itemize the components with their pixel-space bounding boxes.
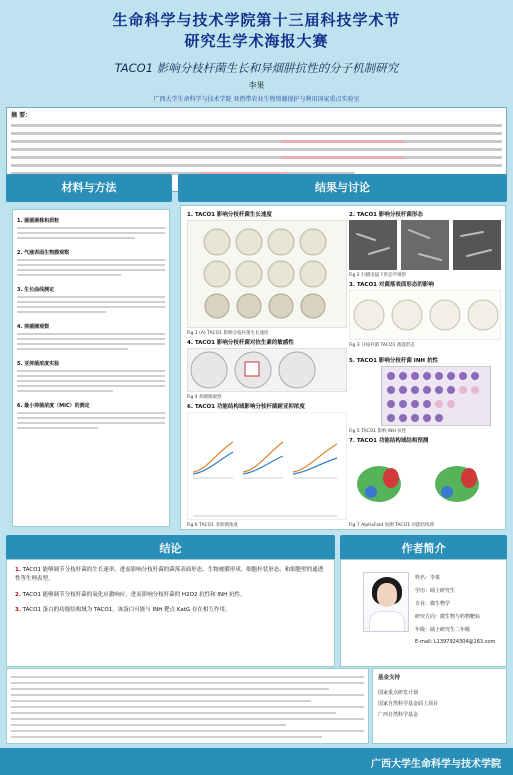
fig1-plates — [187, 220, 347, 328]
section-conclusion-heading: 结论 — [6, 535, 335, 563]
funding-item: 广西自然科学基金 — [378, 712, 419, 718]
fig3-colonies — [349, 290, 501, 340]
funding-item: 国家重点研发计划 — [378, 690, 419, 696]
results-panel — [180, 205, 506, 530]
abstract-heading: 摘 要： — [11, 112, 32, 119]
author-box — [340, 559, 507, 667]
fig6-title: 6. TACO1 功能结构域影响分枝杆菌耐亚抑浓度 — [187, 404, 305, 410]
fig6-caption: Fig 6 TACO1 亚抑菌浓度 — [187, 523, 238, 528]
footer-org: 广西大学生命科学与技术学院 — [371, 759, 501, 770]
poster-affiliation: 广西大学生命科学与技术学院 亚热带农业生物资源保护与利用国家重点实验室 — [153, 96, 360, 103]
author-email: E-mail: L1397924304@163.com — [415, 639, 496, 645]
fig4-caption: Fig 4 抑菌圈观察 — [187, 395, 222, 400]
author-major: 专业：微生物学 — [415, 601, 451, 607]
conclusion-item — [15, 606, 326, 615]
fig2-sem — [349, 220, 501, 270]
conclusion-num: 2. — [15, 591, 21, 598]
author-photo — [363, 572, 409, 632]
poster-footer — [0, 748, 513, 775]
abstract-text — [11, 124, 502, 175]
conclusion-item — [15, 566, 326, 584]
conclusion-text: TACO1 能够调节分枝杆菌的生长速率，进而影响分枝杆菌的菌落表面形态、生物被膜形成、细胞杆状形态、和细胞壁的通透性等生理表型。 — [15, 567, 324, 582]
fig1-title: 1. TACO1 影响分枝杆菌生长速度 — [187, 212, 272, 218]
fig2-caption: Fig 2 扫描电镜下形态学观察 — [349, 273, 407, 278]
section-results-heading: 结果与讨论 — [178, 174, 507, 202]
header-line-1: 生命科学与技术学院第十三届科技学术节 — [112, 11, 401, 29]
funding-item: 国家自然科学基金面上项目 — [378, 701, 439, 707]
conclusion-box — [6, 559, 335, 667]
author-degree: 学历：硕士研究生 — [415, 588, 456, 594]
methods-panel — [12, 209, 170, 527]
conclusion-text: TACO1 能够调节分枝杆菌的氧化应激响应，进而影响分枝杆菌的 H2O2 抗性和 INH 抗性。 — [22, 591, 246, 598]
author-info — [415, 574, 507, 651]
methods-subhead: 4. 抑菌圈观察 — [17, 324, 50, 330]
poster-author: 李果 — [248, 81, 265, 90]
fig4-title: 4. TACO1 影响分枝杆菌对抗生素的敏感性 — [187, 340, 294, 346]
fig5-mic-plate — [381, 366, 491, 426]
fig6-growth-curves — [187, 412, 347, 520]
header-line-2: 研究生学术海报大赛 — [184, 32, 329, 50]
fig3-caption: Fig 3 分枝杆菌 TACO1 菌落形态 — [349, 343, 415, 348]
conclusion-num: 3. — [15, 607, 21, 614]
poster-header — [0, 0, 513, 55]
methods-subhead: 2. 气液表面生物膜观察 — [17, 250, 70, 256]
fig3-title: 3. TACO1 对菌落表面形态的影响 — [349, 282, 434, 288]
fig2-title: 2. TACO1 影响分枝杆菌形态 — [349, 212, 423, 218]
methods-subhead: 1. 菌菌菌株和质粒 — [17, 218, 60, 224]
fig4-inhibition-plates — [187, 348, 347, 392]
references-box — [6, 668, 369, 744]
fig7-title: 7. TACO1 功能结构域结构预测 — [349, 438, 429, 444]
author-year: 年级：硕士研究生二年级 — [415, 627, 471, 633]
conclusion-item — [15, 591, 326, 600]
conclusion-num: 1. — [15, 567, 21, 573]
author-name: 姓名：李果 — [415, 575, 441, 581]
section-author-heading: 作者简介 — [340, 535, 507, 563]
fig7-caption: Fig 7 AlphaFold 预测 TACO1 功能结构域 — [349, 523, 434, 528]
fig1-caption: Fig 1 (A) TACO1 影响分枝杆菌生长速度 — [187, 331, 269, 336]
fig7-protein-structure — [349, 448, 499, 520]
section-methods-heading: 材料与方法 — [6, 174, 172, 202]
author-field: 研究方向：微生物与药物靶标 — [415, 614, 481, 620]
fig5-title: 5. TACO1 影响分枝杆菌 INH 抗性 — [349, 358, 438, 364]
fig5-caption: Fig 5 TACO1 影响 INH 抗性 — [349, 429, 407, 434]
funding-box — [372, 668, 507, 744]
methods-subhead: 3. 生长曲线测定 — [17, 287, 55, 293]
methods-subhead: 6. 最小抑菌浓度（MIC）的测定 — [17, 403, 90, 409]
funding-title: 基金支持 — [378, 675, 401, 681]
methods-subhead: 5. 亚抑菌浓度实验 — [17, 361, 60, 367]
conclusion-text: TACO1 蛋白的功能结构域为 TACO1，该蛋白可能与 INH 靶点 KatG 存在相互作用。 — [22, 607, 231, 614]
poster-title: TACO1 影响分枝杆菌生长和异烟肼抗性的分子机制研究 — [114, 61, 399, 75]
